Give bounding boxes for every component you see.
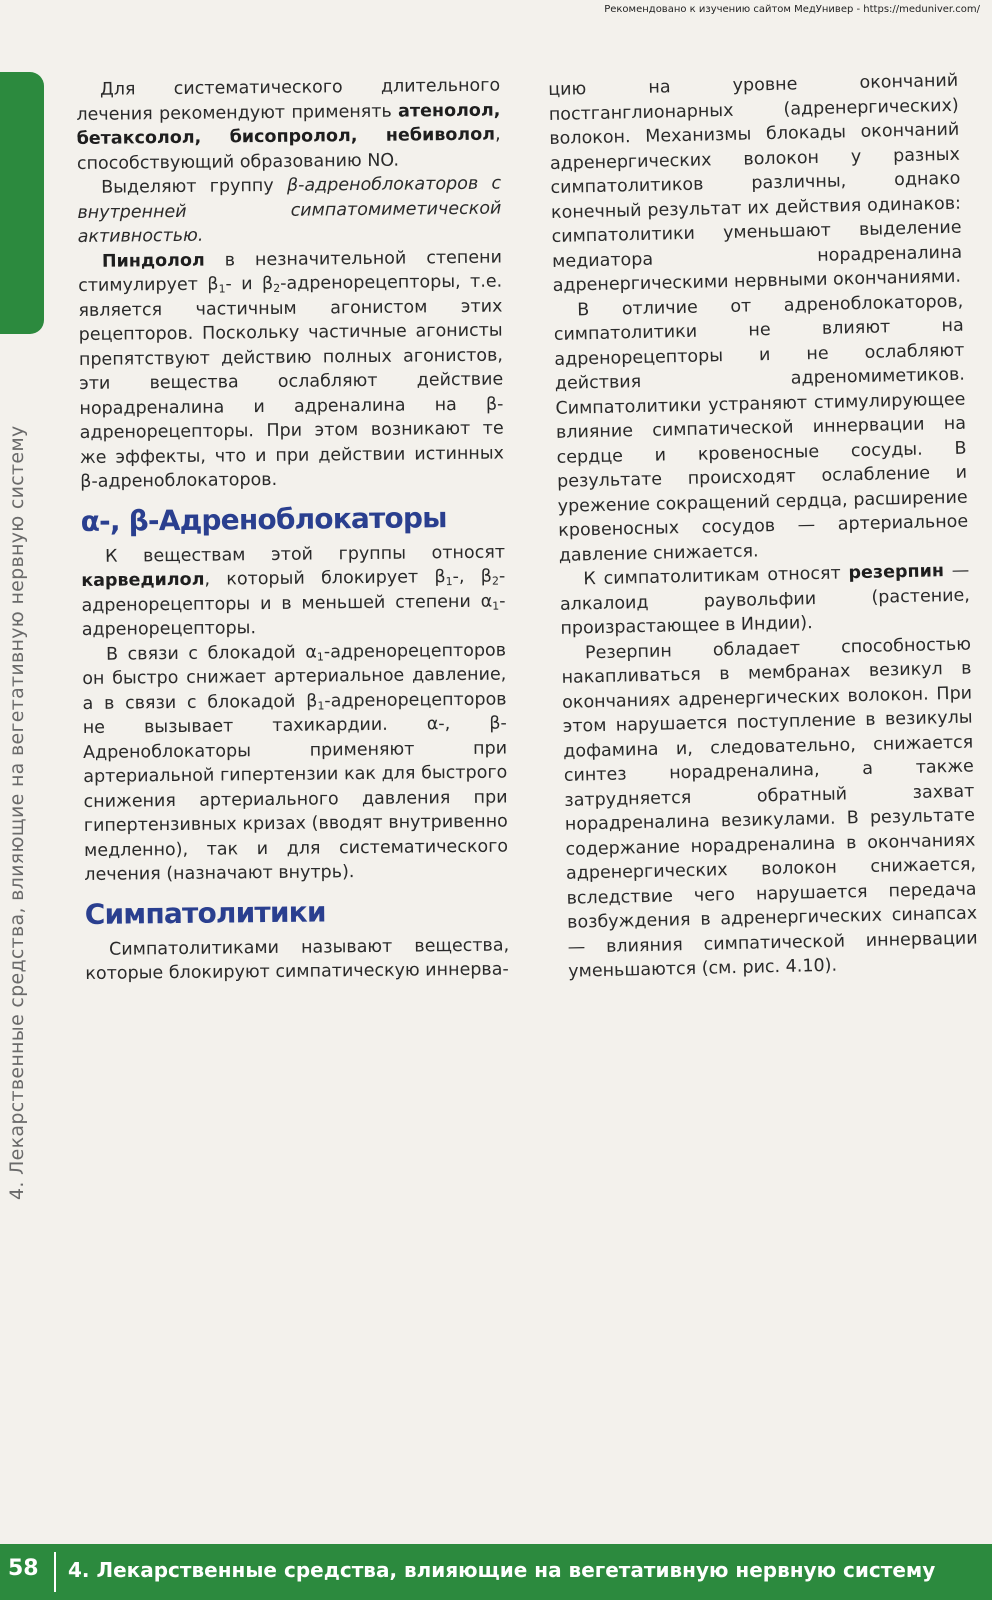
subscript: 1 — [218, 282, 226, 296]
footer-chapter-title: 4. Лекарственные средства, влияющие на вегетативную нервную систему — [68, 1558, 936, 1582]
paragraph-pindolol — [78, 245, 505, 494]
paragraph-long-term-treatment — [76, 74, 501, 176]
text-run: Резерпин обладает способностью накапливаться в мембранах везикул в окончаниях адренергических волокон. При этом нарушается поступление в везикулы дофамина и, следовательно, снижается синтез норадреналина, а также затрудняется обратный захват норадреналина везикулами. В результате содержание норадреналина в окончаниях адренергических волокон снижается, вследствие чего нарушается передача возбуждения в адренергических синапсах — влияния симпатической иннервации уменьшаются (см. рис. 4.10). — [561, 634, 978, 982]
chapter-side-title: 4. Лекарственные средства, влияющие на вегетативную нервную систему — [6, 425, 28, 1200]
watermark-text: Рекомендовано к изучению сайтом МедУнивер - https://meduniver.com/ — [604, 4, 980, 15]
page-footer — [0, 1544, 992, 1600]
subscript: 1 — [316, 649, 324, 664]
text-run: - и β — [225, 273, 274, 295]
paragraph-carvedilol — [81, 540, 506, 642]
text-run: -адренорецепторов не вызывает тахикардии. α-, β-Адреноблокаторы применяют при артериальной гипертензии как для быстрого снижения артериального давления при гипертензивных кризах (вводят внутривенно медленно), так и для систематического лечения (назначают внутрь). — [82, 689, 509, 885]
text-run: цию на уровне окончаний постганглионарных (адренергических) волокон. Механизмы блокады окончаний адренергических волокон у разных симпатолитиков различны, однако конечный результат их действия одинаков: симпатолитики уменьшают выделение медиатора норадреналина адренергическими нервными окончаниями. — [548, 70, 963, 296]
text-run: , который блокирует β — [204, 567, 446, 590]
subscript: 1 — [492, 599, 500, 613]
text-run: К симпатолитикам относят — [583, 563, 849, 590]
paragraph-postganglionic — [548, 69, 963, 299]
drug-names-bold: атенолол, бетаксолол, бисопролол, небиволол — [76, 100, 501, 149]
text-run: -адренорецепторы. — [81, 591, 506, 640]
text-run: , способствующий образованию NO. — [76, 124, 501, 174]
drug-name-bold: Пиндолол — [101, 250, 205, 272]
page-number: 58 — [8, 1556, 39, 1581]
subscript: 2 — [491, 574, 500, 588]
text-run: В отличие от адреноблокаторов, симпатолитики не влияют на адренорецепторы и не ослабляют действия адреномиметиков. Симпатолитики устраняют стимулирующее влияние симпатической иннервации на сердце и кровеносные сосуды. В результате происходят ослабление и урежение сокращений сердца, расширение кровеносных сосудов — артериальное давление снижается. — [553, 291, 969, 566]
left-column — [76, 74, 509, 987]
text-run: Симпатолитиками называют вещества, которые блокируют симпатическую иннерва- — [85, 935, 510, 984]
text-run: -адренорецепторы и в меньшей степени α — [81, 566, 506, 616]
footer-divider — [54, 1552, 56, 1592]
subscript: 1 — [445, 575, 453, 589]
text-run: — алкалоид раувольфии (растение, произрастающее в Индии). — [559, 560, 971, 639]
paragraph-vs-adrenoblockers — [553, 289, 969, 568]
text-run: в незначительной степени стимулирует β — [78, 247, 503, 296]
subscript: 2 — [273, 281, 281, 295]
text-run: -адренорецепторов он быстро снижает артериальное давление, а в связи с блокадой β — [82, 640, 507, 714]
paragraph-reserpine-mechanism — [561, 632, 979, 984]
text-run: -, β — [452, 566, 493, 588]
heading-alpha-beta-blockers: α-, β-Адреноблокаторы — [80, 500, 447, 538]
paragraph-isa-group — [77, 172, 502, 250]
paragraph-alpha-beta-usage — [82, 638, 509, 887]
text-run: -адренорецепторы, т.е. является частичным агонистом этих рецепторов. Поскольку частичные агонисты препятствуют действию полных агонистов, эти вещества ослабляют действие норадреналина и адреналина на β-адренорецепторы. При этом возникают те же эффекты, что и при действии истинных β-адреноблокаторов. — [78, 271, 505, 492]
text-run: В связи с блокадой α — [105, 642, 317, 665]
chapter-side-tab — [0, 72, 44, 334]
subscript: 1 — [317, 698, 325, 713]
right-column — [548, 69, 978, 985]
text-run: Для систематического длительного лечения рекомендуют применять — [76, 75, 501, 125]
paragraph-sympatholytics-definition — [85, 933, 509, 986]
italic-term: β-адреноблокаторов с внутренней симпатомиметической активностью. — [77, 173, 502, 247]
heading-sympatholytics: Симпатолитики — [84, 894, 326, 931]
drug-name-bold: резерпин — [848, 561, 945, 584]
text-run: К веществам этой группы относят — [104, 542, 506, 567]
text-run: Выделяют группу — [101, 175, 288, 198]
drug-name-bold: карведилол — [81, 569, 205, 591]
paragraph-reserpine-intro — [559, 559, 971, 642]
